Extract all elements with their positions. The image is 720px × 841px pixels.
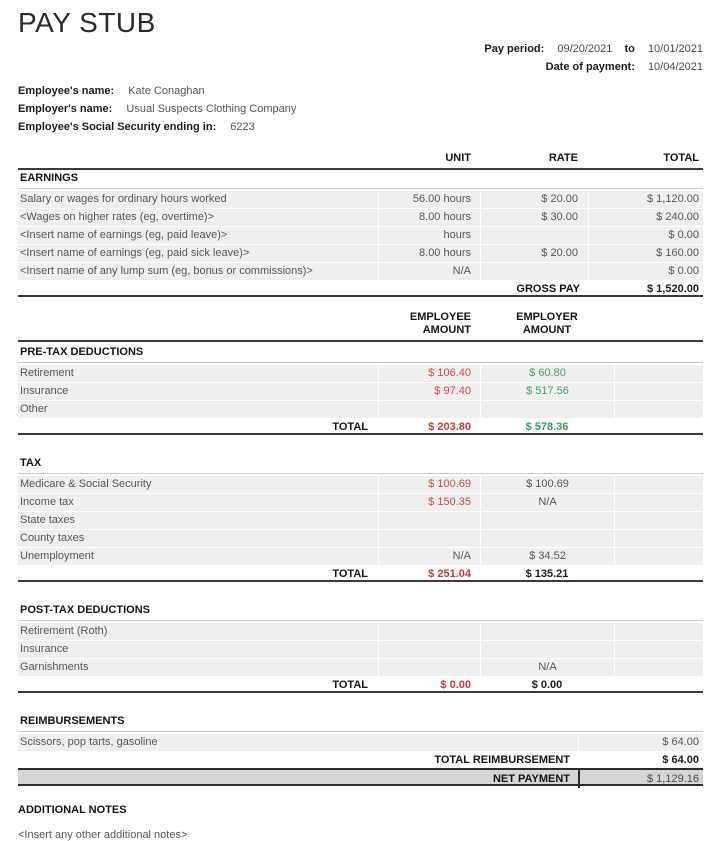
tax-row-employer-amount <box>480 530 614 547</box>
earnings-row <box>18 191 703 208</box>
pretax-row-label: Retirement <box>20 367 74 379</box>
tax-section <box>18 455 703 582</box>
earnings-row-total: $ 240.00 <box>588 209 703 226</box>
employee-amount-header: EMPLOYEE AMOUNT <box>409 311 471 336</box>
tax-row-label: Medicare & Social Security <box>20 478 152 490</box>
tax-row <box>18 494 703 511</box>
tax-row-employee-amount: $ 100.69 <box>378 476 480 493</box>
earnings-row-rate <box>480 263 588 280</box>
posttax-row-label: Insurance <box>20 643 69 655</box>
pay-period-label: Pay period: <box>484 43 545 55</box>
tax-row <box>18 512 703 529</box>
earnings-row <box>18 245 703 262</box>
total-reimbursement-row <box>18 752 703 768</box>
employer-name-value: Usual Suspects Clothing Company <box>126 103 297 115</box>
posttax-row-employer-amount: N/A <box>480 659 614 676</box>
earnings-row-label: <Wages on higher rates (eg, overtime)> <box>20 211 215 223</box>
tax-row-label: Income tax <box>20 496 74 508</box>
pay-period-row <box>484 40 703 58</box>
posttax-row-label: Garnishments <box>20 661 89 673</box>
earnings-row-total: $ 1,120.00 <box>588 191 703 208</box>
earnings-row-rate: $ 20.00 <box>480 245 588 262</box>
earnings-row-total: $ 0.00 <box>588 263 703 280</box>
posttax-row-spacer <box>614 641 703 658</box>
posttax-row-label: Retirement (Roth) <box>20 625 108 637</box>
tax-row-label: State taxes <box>20 514 76 526</box>
earnings-row-unit: N/A <box>378 263 480 280</box>
ssn-row <box>18 118 703 136</box>
tax-total-label: TOTAL <box>332 568 368 580</box>
posttax-total-employer: $ 0.00 <box>531 679 563 691</box>
posttax-section-title: POST-TAX DEDUCTIONS <box>18 602 703 621</box>
earnings-row-total: $ 0.00 <box>588 227 703 244</box>
posttax-total-spacer <box>614 677 703 693</box>
employee-info-block <box>18 82 703 136</box>
tax-row-label: County taxes <box>20 532 85 544</box>
posttax-row <box>18 623 703 640</box>
posttax-row-employee-amount <box>378 623 480 640</box>
pay-period-start: 09/20/2021 <box>557 43 613 55</box>
earnings-section <box>18 152 703 297</box>
pretax-row <box>18 365 703 382</box>
pretax-row-spacer <box>614 383 703 400</box>
net-payment-value: $ 1,129.16 <box>578 770 703 788</box>
employee-name-label: Employee's name: <box>18 85 115 97</box>
earnings-col-total: TOTAL <box>663 152 699 164</box>
earnings-row-unit: 56.00 hours <box>378 191 480 208</box>
total-reimbursement-value: $ 64.00 <box>662 754 699 766</box>
pretax-row-employee-amount: $ 97.40 <box>378 383 480 400</box>
earnings-row-label: Salary or wages for ordinary hours worked <box>20 193 227 205</box>
pretax-section <box>18 344 703 435</box>
net-payment-label: NET PAYMENT <box>492 773 570 785</box>
additional-notes-title: ADDITIONAL NOTES <box>18 804 127 816</box>
tax-row-spacer <box>614 494 703 511</box>
posttax-section <box>18 602 703 693</box>
total-reimbursement-label: TOTAL REIMBURSEMENT <box>434 754 570 766</box>
tax-row-employer-amount <box>480 512 614 529</box>
earnings-col-unit: UNIT <box>445 152 471 164</box>
posttax-total-row <box>18 677 703 693</box>
pretax-row-spacer <box>614 365 703 382</box>
pretax-row-employee-amount: $ 106.40 <box>378 365 480 382</box>
employee-name-row <box>18 82 703 100</box>
pay-period-end: 10/01/2021 <box>647 43 703 55</box>
pretax-total-employer: $ 578.36 <box>525 421 569 433</box>
pretax-row-spacer <box>614 401 703 418</box>
tax-total-spacer <box>614 566 703 582</box>
earnings-col-rate: RATE <box>548 152 578 164</box>
earnings-row-label: <Insert name of earnings (eg, paid sick leave)> <box>20 247 250 259</box>
earnings-row-rate: $ 30.00 <box>480 209 588 226</box>
pretax-total-row <box>18 419 703 435</box>
pretax-total-label: TOTAL <box>332 421 368 433</box>
gross-pay-label: GROSS PAY <box>516 283 580 295</box>
tax-row-employee-amount: N/A <box>378 548 480 565</box>
page-title: PAY STUB <box>18 7 156 38</box>
posttax-row <box>18 659 703 676</box>
posttax-row-spacer <box>614 623 703 640</box>
posttax-row-employee-amount <box>378 641 480 658</box>
pretax-row-employer-amount <box>480 401 614 418</box>
posttax-row-employer-amount <box>480 641 614 658</box>
tax-total-employee: $ 251.04 <box>428 568 471 580</box>
payment-date-row <box>484 58 703 76</box>
reimbursement-row <box>18 734 703 751</box>
pretax-section-title: PRE-TAX DEDUCTIONS <box>18 344 703 363</box>
gross-pay-row <box>18 281 703 297</box>
tax-total-employer: $ 135.21 <box>525 568 569 580</box>
pretax-row-employer-amount: $ 517.56 <box>480 383 614 400</box>
pretax-row-employer-amount: $ 60.80 <box>480 365 614 382</box>
tax-section-title: TAX <box>18 455 703 474</box>
employee-name-value: Kate Conaghan <box>128 85 205 97</box>
posttax-row-employer-amount <box>480 623 614 640</box>
posttax-total-label: TOTAL <box>332 679 368 691</box>
earnings-row-unit: 8.00 hours <box>378 209 480 226</box>
tax-row-employee-amount <box>378 530 480 547</box>
earnings-row <box>18 263 703 280</box>
net-payment-row <box>18 768 703 786</box>
reimbursements-section-title: REIMBURSEMENTS <box>18 713 703 732</box>
earnings-section-title: EARNINGS <box>18 170 703 189</box>
amount-column-header <box>18 311 703 342</box>
ssn-label: Employee's Social Security ending in: <box>18 121 217 133</box>
reimbursement-row-label: Scissors, pop tarts, gasoline <box>20 736 158 748</box>
additional-notes-placeholder: <Insert any other additional notes> <box>18 829 188 841</box>
pretax-total-spacer <box>614 419 703 435</box>
earnings-row-label: <Insert name of earnings (eg, paid leave)> <box>20 229 228 241</box>
tax-row <box>18 530 703 547</box>
posttax-total-employee: $ 0.00 <box>440 679 471 691</box>
tax-row-spacer <box>614 530 703 547</box>
tax-row-label: Unemployment <box>20 550 94 562</box>
tax-row-employee-amount: $ 150.35 <box>378 494 480 511</box>
posttax-row <box>18 641 703 658</box>
gross-pay-value: $ 1,520.00 <box>647 283 699 295</box>
tax-row-spacer <box>614 512 703 529</box>
posttax-row-employee-amount <box>378 659 480 676</box>
earnings-row-unit: 8.00 hours <box>378 245 480 262</box>
additional-notes-section <box>18 804 703 841</box>
employer-name-row <box>18 100 703 118</box>
pretax-row-employee-amount <box>378 401 480 418</box>
employer-name-label: Employer's name: <box>18 103 113 115</box>
tax-row-employer-amount: N/A <box>480 494 614 511</box>
pretax-row <box>18 383 703 400</box>
tax-row <box>18 476 703 493</box>
earnings-row <box>18 227 703 244</box>
earnings-row-label: <Insert name of any lump sum (eg, bonus or commissions)> <box>20 265 313 277</box>
pay-period-to-label: to <box>624 43 635 55</box>
earnings-row-rate: $ 20.00 <box>480 191 588 208</box>
earnings-row <box>18 209 703 226</box>
earnings-column-header <box>18 152 703 170</box>
pretax-total-employee: $ 203.80 <box>428 421 471 433</box>
earnings-row-unit: hours <box>378 227 480 244</box>
pay-period-block <box>484 40 703 76</box>
reimbursement-row-amount: $ 64.00 <box>578 734 703 751</box>
tax-row <box>18 548 703 565</box>
earnings-row-rate <box>480 227 588 244</box>
tax-row-employee-amount <box>378 512 480 529</box>
tax-row-employer-amount: $ 34.52 <box>480 548 614 565</box>
tax-total-row <box>18 566 703 582</box>
pretax-row-label: Insurance <box>20 385 69 397</box>
tax-row-employer-amount: $ 100.69 <box>480 476 614 493</box>
employer-amount-header: EMPLOYER AMOUNT <box>516 311 578 336</box>
pretax-row-label: Other <box>20 403 48 415</box>
ssn-value: 6223 <box>230 121 255 133</box>
payment-date-value: 10/04/2021 <box>647 61 703 73</box>
reimbursements-section <box>18 713 703 786</box>
tax-row-spacer <box>614 548 703 565</box>
pretax-row <box>18 401 703 418</box>
earnings-row-total: $ 160.00 <box>588 245 703 262</box>
tax-row-spacer <box>614 476 703 493</box>
payment-date-label: Date of payment: <box>545 61 635 73</box>
posttax-row-spacer <box>614 659 703 676</box>
